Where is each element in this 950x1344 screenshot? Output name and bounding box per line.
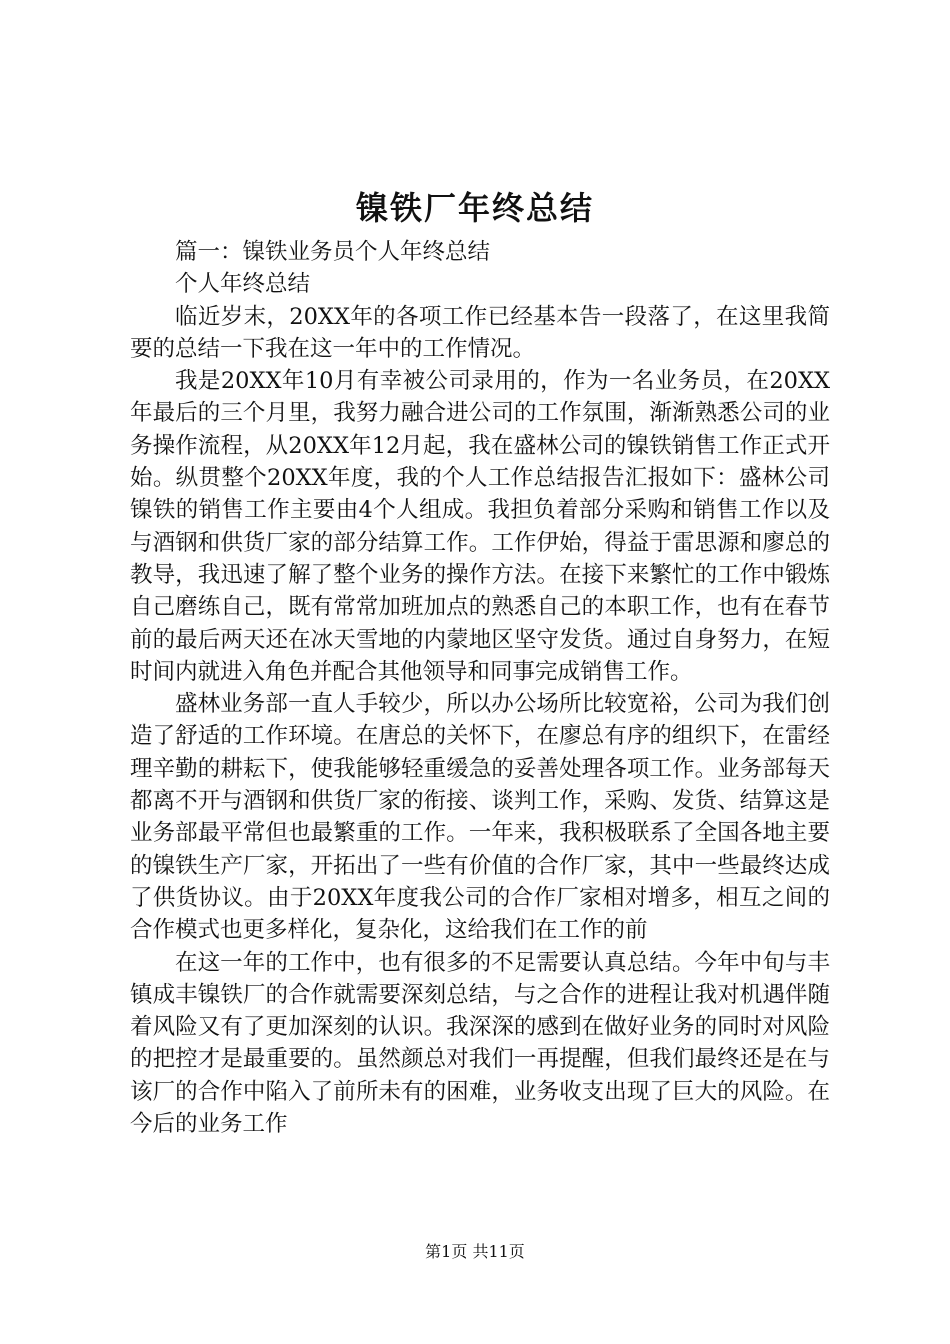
- document-title: 镍铁厂年终总结: [355, 189, 594, 227]
- page-indicator: 第1页 共11页: [425, 1242, 525, 1261]
- body-paragraph: 在这一年的工作中，也有很多的不足需要认真总结。今年中旬与丰镇成丰镍铁厂的合作就需要深刻总结，与之合作的进程让我对机遇伴随着风险又有了更加深刻的认识。我深深的感到在做好业务的同时对风险的把控才是最重要的。虽然颜总对我们一再提醒，但我们最终还是在与该厂的合作中陷入了前所未有的困难，业务收支出现了巨大的风险。在今后的业务工作: [130, 949, 830, 1138]
- body-paragraph: 我是20XX年10月有幸被公司录用的，作为一名业务员，在20XX年最后的三个月里，我努力融合进公司的工作氛围，渐渐熟悉公司的业务操作流程，从20XX年12月起，我在盛林公司的镍铁销售工作正式开始。纵贯整个20XX年度，我的个人工作总结报告汇报如下：盛林公司镍铁的销售工作主要由4个人组成。我担负着部分采购和销售工作以及与酒钢和供货厂家的部分结算工作。工作伊始，得益于雷思源和廖总的教导，我迅速了解了整个业务的操作方法。在接下来繁忙的工作中锻炼自己磨练自己，既有常常加班加点的熟悉自己的本职工作，也有在春节前的最后两天还在冰天雪地的内蒙地区坚守发货。通过自身努力，在短时间内就进入角色并配合其他领导和同事完成销售工作。: [130, 368, 830, 685]
- document-body: [130, 236, 830, 1140]
- subsection-heading: 个人年终总结: [175, 271, 311, 298]
- section-heading: 篇一：镍铁业务员个人年终总结: [175, 239, 491, 265]
- body-paragraph: 盛林业务部一直人手较少，所以办公场所比较宽裕，公司为我们创造了舒适的工作环境。在唐总的关怀下，在廖总有序的组织下，在雷经理辛勤的耕耘下，使我能够轻重缓急的妥善处理各项工作。业务部每天都离不开与酒钢和供货厂家的衔接、谈判工作，采购、发货、结算这是业务部最平常但也最繁重的工作。一年来，我积极联系了全国各地主要的镍铁生产厂家，开拓出了一些有价值的合作厂家，其中一些最终达成了供货协议。由于20XX年度我公司的合作厂家相对增多，相互之间的合作模式也更多样化，复杂化，这给我们在工作的前: [130, 691, 830, 944]
- page-footer: [0, 1240, 950, 1264]
- body-paragraph: 临近岁末，20XX年的各项工作已经基本告一段落了，在这里我简要的总结一下我在这一年中的工作情况。: [130, 303, 830, 362]
